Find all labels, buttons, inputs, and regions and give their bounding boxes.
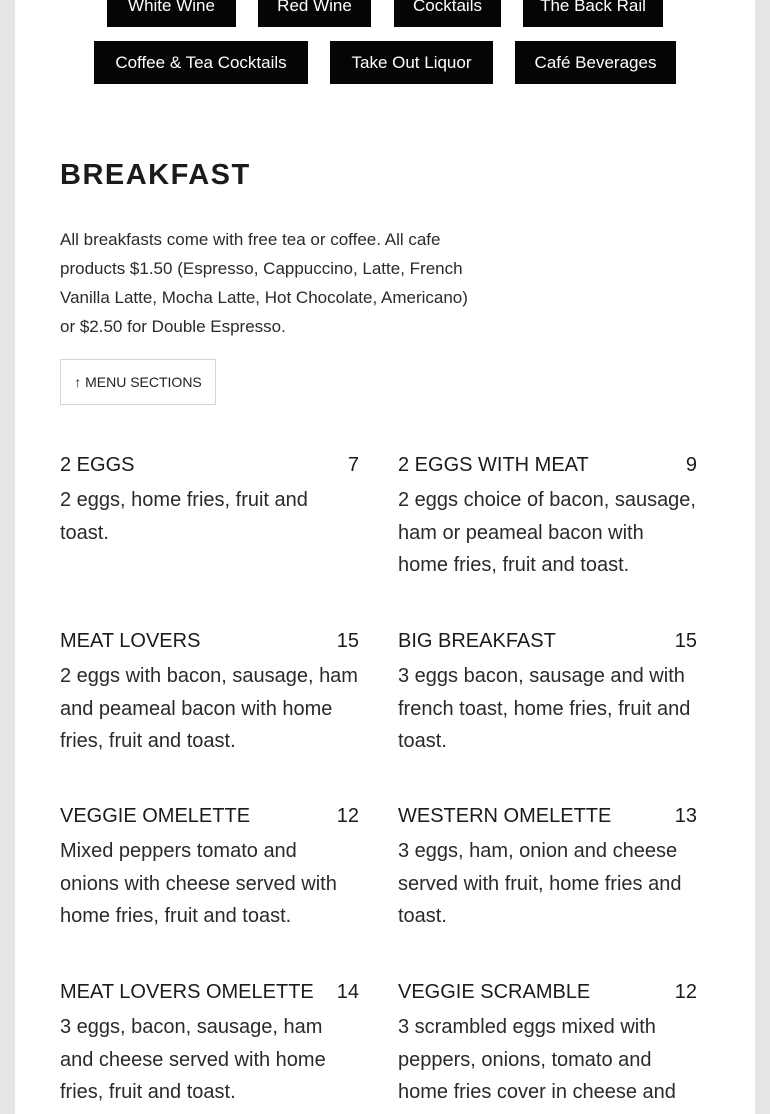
- nav-button-coffee-tea-cocktails[interactable]: Coffee & Tea Cocktails: [94, 41, 308, 84]
- item-description: 3 eggs, ham, onion and cheese served with fruit, home fries and toast.: [398, 840, 682, 928]
- menu-item: [398, 450, 697, 582]
- item-name: MEAT LOVERS: [60, 630, 201, 652]
- menu-item: [60, 450, 359, 549]
- menu-page: [15, 0, 755, 1114]
- item-price: 15: [336, 630, 359, 652]
- nav-button-red-wine[interactable]: Red Wine: [258, 0, 371, 27]
- menu-item: [398, 801, 697, 933]
- item-description: 3 eggs, bacon, sausage, ham and cheese served with home fries, fruit and toast.: [60, 1016, 326, 1104]
- item-price: 7: [347, 454, 359, 476]
- item-price: 9: [685, 454, 697, 476]
- item-name: MEAT LOVERS OMELETTE: [60, 981, 314, 1003]
- item-name: BIG BREAKFAST: [398, 630, 556, 652]
- menu-nav-row-2: [15, 41, 755, 84]
- menu-nav-row-1: [15, 0, 755, 27]
- nav-button-white-wine[interactable]: White Wine: [107, 0, 236, 27]
- menu-item: [398, 626, 697, 758]
- item-description: 2 eggs choice of bacon, sausage, ham or peameal bacon with home fries, fruit and toast.: [398, 489, 696, 577]
- item-price: 12: [674, 981, 697, 1003]
- item-price: 13: [674, 805, 697, 827]
- item-name: VEGGIE OMELETTE: [60, 805, 251, 827]
- nav-button-take-out-liquor[interactable]: Take Out Liquor: [330, 41, 493, 84]
- item-price: 12: [336, 805, 359, 827]
- menu-item: [60, 801, 359, 933]
- item-name: VEGGIE SCRAMBLE: [398, 981, 591, 1003]
- item-description: Mixed peppers tomato and onions with cheese served with home fries, fruit and toast.: [60, 840, 337, 928]
- nav-button-cocktails[interactable]: Cocktails: [394, 0, 501, 27]
- item-price: 15: [674, 630, 697, 652]
- item-description: 3 scrambled eggs mixed with peppers, onions, tomato and home fries cover in cheese and: [398, 1016, 676, 1104]
- item-price: 14: [336, 981, 359, 1003]
- item-description: 3 eggs bacon, sausage and with french toast, home fries, fruit and toast.: [398, 665, 691, 753]
- menu-item: [60, 977, 359, 1109]
- section-description: All breakfasts come with free tea or coffee. All cafe products $1.50 (Espresso, Cappuccino, Latte, French Vanilla Latte, Mocha Latte, Hot Chocolate, Americano) or $2.50 for Double Espresso.: [60, 230, 468, 336]
- menu-item: [398, 977, 697, 1109]
- item-name: WESTERN OMELETTE: [398, 805, 612, 827]
- item-description: 2 eggs with bacon, sausage, ham and peameal bacon with home fries, fruit and toast.: [60, 665, 358, 753]
- item-description: 2 eggs, home fries, fruit and toast.: [60, 489, 308, 544]
- item-name: 2 EGGS: [60, 454, 135, 476]
- section-title: BREAKFAST: [60, 159, 251, 191]
- menu-sections-button[interactable]: ↑ MENU SECTIONS: [60, 359, 216, 405]
- nav-button-the-back-rail[interactable]: The Back Rail: [523, 0, 663, 27]
- item-name: 2 EGGS WITH MEAT: [398, 454, 589, 476]
- menu-item: [60, 626, 359, 758]
- nav-button-cafe-beverages[interactable]: Café Beverages: [515, 41, 676, 84]
